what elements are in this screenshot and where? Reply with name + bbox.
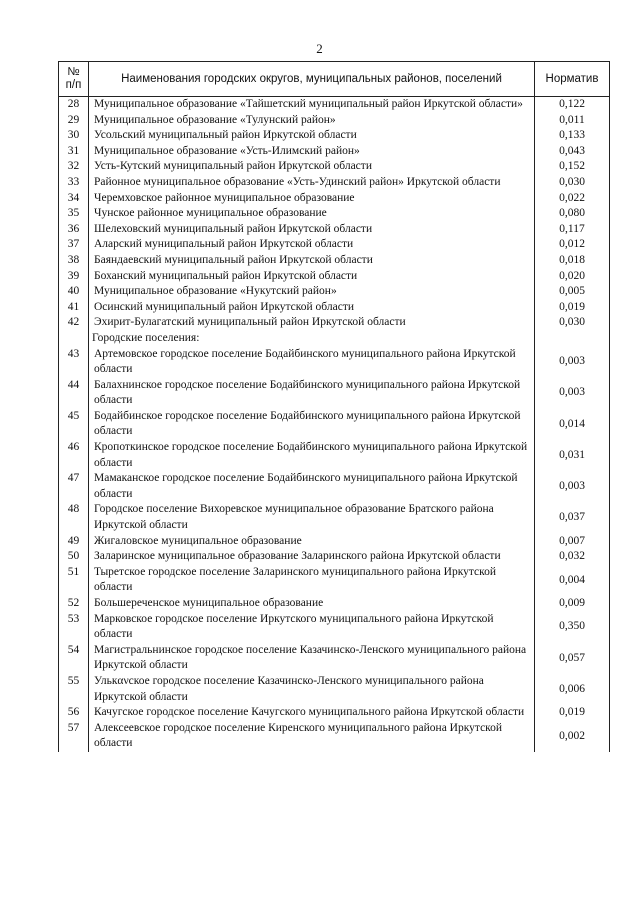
row-number: 32 (59, 159, 89, 175)
row-value: 0,037 (535, 502, 610, 533)
row-number: 51 (59, 565, 89, 596)
row-value: 0,003 (535, 347, 610, 378)
row-name: Усольский муниципальный район Иркутской области (89, 128, 535, 144)
row-value: 0,007 (535, 534, 610, 550)
row-number: 30 (59, 128, 89, 144)
table-group-row (59, 331, 610, 347)
row-name: Городское поселение Вихоревское муниципальное образование Братского района Иркутской области (89, 502, 535, 533)
row-name: Жигаловское муниципальное образование (89, 534, 535, 550)
row-value: 0,030 (535, 175, 610, 191)
row-name: Магистральнинское городское поселение Казачинско-Ленского муниципального района Иркутской области (89, 643, 535, 674)
table-row (59, 144, 610, 160)
row-number: 53 (59, 612, 89, 643)
row-name: Шелеховский муниципальный район Иркутской области (89, 222, 535, 238)
row-value: 0,122 (535, 97, 610, 113)
row-value: 0,003 (535, 471, 610, 502)
row-number: 39 (59, 269, 89, 285)
row-name: Качугское городское поселение Качугского муниципального района Иркутской области (89, 705, 535, 721)
row-number: 52 (59, 596, 89, 612)
row-name: Муниципальное образование «Тулунский район» (89, 113, 535, 129)
row-name: Аларский муниципальный район Иркутской области (89, 237, 535, 253)
table-row (59, 705, 610, 721)
table-row (59, 284, 610, 300)
row-value: 0,014 (535, 409, 610, 440)
row-name: Эхирит-Булагатский муниципальный район Иркутской области (89, 315, 535, 331)
row-value: 0,117 (535, 222, 610, 238)
row-value: 0,005 (535, 284, 610, 300)
table-row (59, 565, 610, 596)
row-number: 37 (59, 237, 89, 253)
table-row (59, 253, 610, 269)
header-name: Наименования городских округов, муниципальных районов, поселений (89, 62, 535, 97)
table-row (59, 222, 610, 238)
row-number: 46 (59, 440, 89, 471)
row-value: 0,020 (535, 269, 610, 285)
row-name: Большереченское муниципальное образование (89, 596, 535, 612)
row-name: Кропоткинское городское поселение Бодайбинского муниципального района Иркутской области (89, 440, 535, 471)
row-name: Муниципальное образование «Тайшетский муниципальный район Иркутской области» (89, 97, 535, 113)
row-name: Улькανское городское поселение Казачинско-Ленского муниципального района Иркутской области (89, 674, 535, 705)
table-row (59, 721, 610, 752)
row-name: Муниципальное образование «Нукутский район» (89, 284, 535, 300)
row-number: 50 (59, 549, 89, 565)
table-row (59, 315, 610, 331)
row-number: 57 (59, 721, 89, 752)
table-row (59, 440, 610, 471)
row-number: 35 (59, 206, 89, 222)
row-number: 47 (59, 471, 89, 502)
header-value: Норматив (535, 62, 610, 97)
table-body (59, 97, 610, 752)
row-value: 0,003 (535, 378, 610, 409)
row-value: 0,019 (535, 705, 610, 721)
norm-table (58, 61, 610, 752)
page-number: 2 (316, 41, 323, 56)
table-row (59, 159, 610, 175)
table-row (59, 237, 610, 253)
row-number: 44 (59, 378, 89, 409)
row-number: 41 (59, 300, 89, 316)
table-row (59, 502, 610, 533)
table-row (59, 97, 610, 113)
row-value: 0,080 (535, 206, 610, 222)
row-number: 34 (59, 191, 89, 207)
table-row (59, 191, 610, 207)
row-name: Усть-Кутский муниципальный район Иркутской области (89, 159, 535, 175)
row-number: 54 (59, 643, 89, 674)
row-number: 28 (59, 97, 89, 113)
table-row (59, 378, 610, 409)
row-name: Артемовское городское поселение Бодайбинского муниципального района Иркутской области (89, 347, 535, 378)
table-row (59, 612, 610, 643)
row-name: Мамаканское городское поселение Бодайбинского муниципального района Иркутской области (89, 471, 535, 502)
row-value: 0,152 (535, 159, 610, 175)
row-value: 0,350 (535, 612, 610, 643)
table-header-row (59, 62, 610, 97)
table-row (59, 596, 610, 612)
row-name: Бодайбинское городское поселение Бодайбинского муниципального района Иркутской области (89, 409, 535, 440)
row-number: 42 (59, 315, 89, 331)
row-number (59, 331, 89, 347)
table-row (59, 113, 610, 129)
row-value: 0,043 (535, 144, 610, 160)
row-number: 29 (59, 113, 89, 129)
row-number: 38 (59, 253, 89, 269)
row-value: 0,057 (535, 643, 610, 674)
row-value: 0,031 (535, 440, 610, 471)
row-name: Городские поселения: (89, 331, 535, 347)
row-name: Боханский муниципальный район Иркутской области (89, 269, 535, 285)
table-row (59, 206, 610, 222)
row-value: 0,011 (535, 113, 610, 129)
table-row (59, 300, 610, 316)
row-value (535, 331, 610, 347)
row-value: 0,009 (535, 596, 610, 612)
table-row (59, 471, 610, 502)
row-number: 48 (59, 502, 89, 533)
table-row (59, 175, 610, 191)
row-value: 0,004 (535, 565, 610, 596)
header-num: № п/п (59, 62, 89, 97)
row-value: 0,018 (535, 253, 610, 269)
table-row (59, 347, 610, 378)
row-value: 0,006 (535, 674, 610, 705)
row-name: Районное муниципальное образование «Усть-Удинский район» Иркутской области (89, 175, 535, 191)
row-number: 55 (59, 674, 89, 705)
table-row (59, 549, 610, 565)
row-value: 0,002 (535, 721, 610, 752)
row-name: Заларинское муниципальное образование Заларинского района Иркутской области (89, 549, 535, 565)
row-value: 0,019 (535, 300, 610, 316)
row-name: Осинский муниципальный район Иркутской области (89, 300, 535, 316)
row-value: 0,022 (535, 191, 610, 207)
row-value: 0,030 (535, 315, 610, 331)
row-number: 31 (59, 144, 89, 160)
row-name: Чунское районное муниципальное образование (89, 206, 535, 222)
row-value: 0,012 (535, 237, 610, 253)
row-number: 49 (59, 534, 89, 550)
row-name: Тыретское городское поселение Заларинского муниципального района Иркутской области (89, 565, 535, 596)
row-value: 0,032 (535, 549, 610, 565)
table-row (59, 128, 610, 144)
table-row (59, 643, 610, 674)
row-name: Муниципальное образование «Усть-Илимский район» (89, 144, 535, 160)
row-name: Баяндаевский муниципальный район Иркутской области (89, 253, 535, 269)
row-number: 40 (59, 284, 89, 300)
row-name: Алексеевское городское поселение Киренского муниципального района Иркутской области (89, 721, 535, 752)
row-name: Балахнинское городское поселение Бодайбинского муниципального района Иркутской области (89, 378, 535, 409)
row-number: 43 (59, 347, 89, 378)
row-number: 45 (59, 409, 89, 440)
table-row (59, 409, 610, 440)
row-number: 36 (59, 222, 89, 238)
table-row (59, 534, 610, 550)
row-number: 33 (59, 175, 89, 191)
row-name: Черемховское районное муниципальное образование (89, 191, 535, 207)
row-value: 0,133 (535, 128, 610, 144)
table-row (59, 674, 610, 705)
table-row (59, 269, 610, 285)
row-name: Марковское городское поселение Иркутского муниципального района Иркутской области (89, 612, 535, 643)
row-number: 56 (59, 705, 89, 721)
